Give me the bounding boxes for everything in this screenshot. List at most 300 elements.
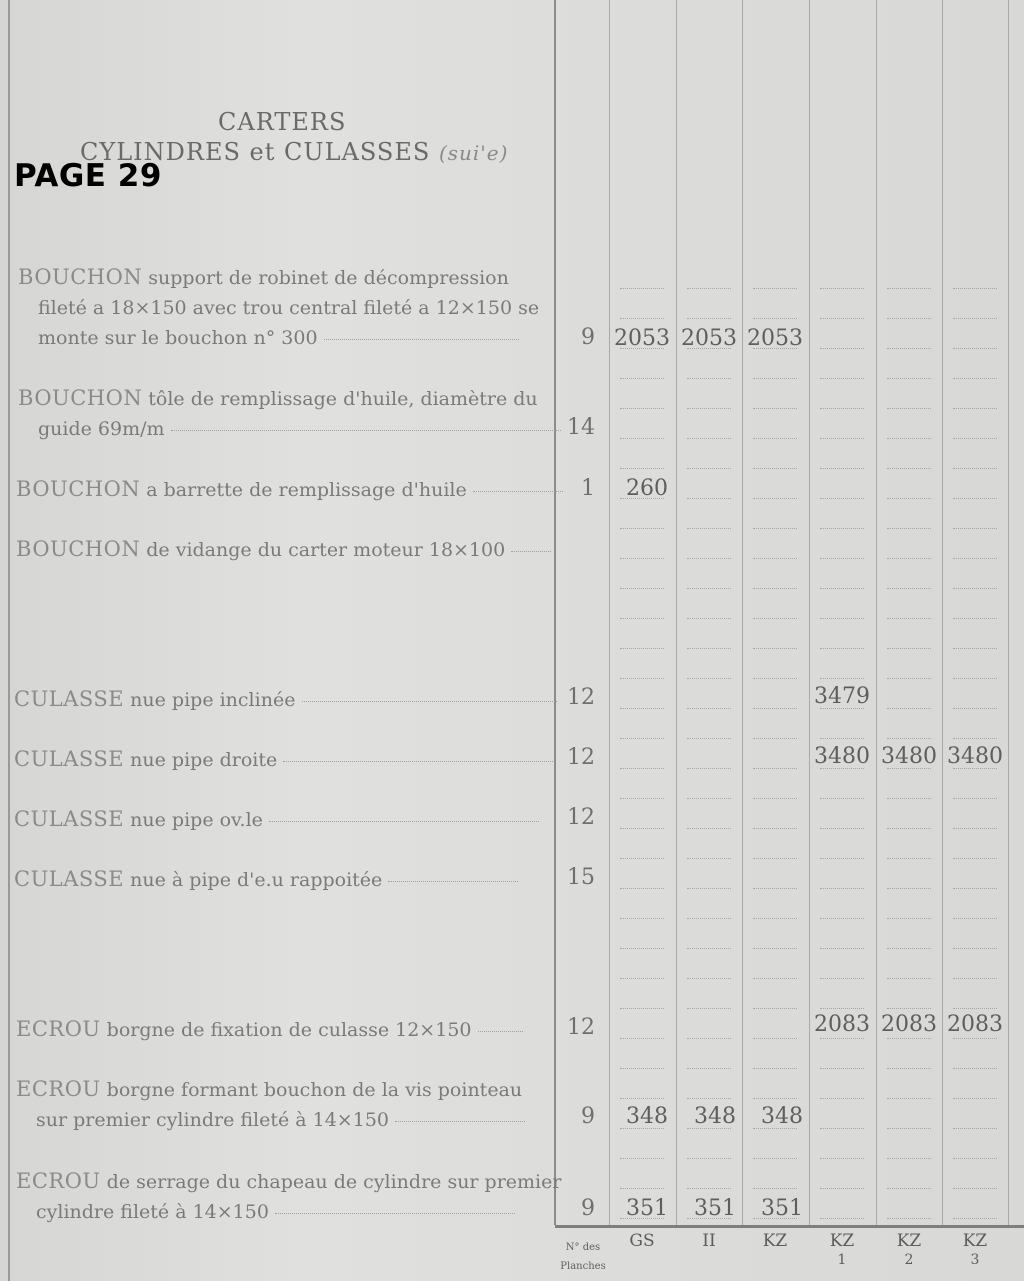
dot-placeholder [620,678,664,680]
planches-header-line2: Planches [560,1261,606,1272]
planche-number: 12 [567,745,595,770]
dot-placeholder [887,558,931,560]
planche-number: 9 [581,1196,595,1221]
dot-placeholder [887,1188,931,1190]
dot-placeholder [820,618,864,620]
dot-placeholder [820,768,864,770]
planche-number: 12 [567,805,595,830]
dot-placeholder [887,948,931,950]
dot-placeholder [620,588,664,590]
column-header-name: KZ [962,1231,988,1251]
row-description [14,864,518,895]
dot-placeholder [687,918,731,920]
dot-placeholder [820,978,864,980]
dot-placeholder [620,438,664,440]
dot-placeholder [753,348,797,350]
description-line [18,383,561,414]
column-header-kz1 [809,1232,875,1270]
dot-placeholder [620,708,664,710]
dot-placeholder [887,318,931,320]
dot-placeholder [820,1068,864,1070]
description-text: sur premier cylindre fileté à 14×150 [36,1109,389,1131]
dot-placeholder [753,1128,797,1130]
description-line [18,414,561,444]
description-line [16,1074,525,1105]
dot-leader [395,1120,525,1122]
dot-placeholder [687,798,731,800]
dot-placeholder [887,768,931,770]
value-gs: 348 [626,1104,668,1129]
dot-placeholder [953,1218,997,1220]
dot-placeholder [820,588,864,590]
row-keyword: BOUCHON [18,265,143,289]
dot-placeholder [820,528,864,530]
column-header-name: II [702,1231,716,1251]
dot-placeholder [687,1218,731,1220]
dot-placeholder [953,708,997,710]
column-header-name: KZ [829,1231,855,1251]
dot-placeholder [753,678,797,680]
column-header-gs [609,1232,675,1251]
dot-placeholder [687,1158,731,1160]
column-header-sub: 1 [837,1252,847,1268]
dot-placeholder [953,558,997,560]
dot-placeholder [753,528,797,530]
description-line [16,1014,523,1045]
dot-placeholder [620,618,664,620]
dot-leader [478,1030,523,1032]
planche-number: 14 [567,415,595,440]
row-keyword: ECROU [16,1017,101,1041]
dot-placeholder [620,468,664,470]
dot-placeholder [820,738,864,740]
dot-placeholder [620,738,664,740]
dot-placeholder [820,1158,864,1160]
dot-placeholder [620,648,664,650]
dot-placeholder [753,1008,797,1010]
dot-placeholder [887,1008,931,1010]
planche-number: 15 [567,865,595,890]
dot-placeholder [820,558,864,560]
dot-placeholder [887,528,931,530]
dot-placeholder [753,768,797,770]
value-kz1: 3480 [814,744,870,769]
dot-placeholder [820,948,864,950]
dot-placeholder [687,558,731,560]
dot-placeholder [820,918,864,920]
dot-placeholder [753,618,797,620]
dot-placeholder [753,588,797,590]
kz-column-rule [809,0,810,1225]
dot-placeholder [887,678,931,680]
description-text: borgne formant bouchon de la vis pointeau [100,1079,523,1101]
row-description [16,1166,561,1227]
description-line [16,1105,525,1135]
value-kz3: 3480 [947,744,1003,769]
dot-placeholder [753,408,797,410]
dot-placeholder [687,288,731,290]
dot-placeholder [820,1038,864,1040]
dot-placeholder [687,708,731,710]
dot-placeholder [887,978,931,980]
section-subtitle-text: CYLINDRES et CULASSES [80,138,431,166]
dot-placeholder [687,1008,731,1010]
column-header-ii [676,1232,742,1251]
dot-placeholder [953,978,997,980]
dot-placeholder [687,468,731,470]
value-kz2: 2083 [881,1012,937,1037]
dot-placeholder [687,1098,731,1100]
description-text: nue pipe droite [124,749,278,771]
dot-placeholder [953,918,997,920]
value-gs: 2053 [614,326,670,351]
dot-placeholder [887,828,931,830]
value-kz: 348 [761,1104,803,1129]
column-header-name: KZ [896,1231,922,1251]
dot-placeholder [687,888,731,890]
dot-placeholder [887,888,931,890]
dot-placeholder [887,1158,931,1160]
dot-placeholder [953,798,997,800]
dot-placeholder [953,1038,997,1040]
description-text: nue à pipe d'e.u rappoitée [124,869,383,891]
dot-placeholder [887,468,931,470]
dot-placeholder [887,648,931,650]
description-line [16,474,563,505]
dot-placeholder [820,798,864,800]
page-label: PAGE 29 [14,158,162,194]
dot-placeholder [753,798,797,800]
value-gs: 351 [626,1196,668,1221]
dot-placeholder [753,498,797,500]
row-description [16,1014,523,1045]
dot-placeholder [620,948,664,950]
dot-placeholder [687,648,731,650]
kz1-column-rule [876,0,877,1225]
dot-placeholder [620,288,664,290]
dot-placeholder [753,1068,797,1070]
row-description [14,684,557,715]
row-keyword: BOUCHON [18,386,143,410]
dot-placeholder [620,1068,664,1070]
dot-placeholder [820,348,864,350]
dot-placeholder [753,828,797,830]
dot-placeholder [887,798,931,800]
description-text: de vidange du carter moteur 18×100 [140,539,506,561]
dot-placeholder [953,408,997,410]
dot-placeholder [820,318,864,320]
dot-placeholder [753,1188,797,1190]
dot-placeholder [887,378,931,380]
column-header-kz3 [942,1232,1008,1270]
dot-placeholder [820,1008,864,1010]
dot-leader [302,700,557,702]
section-title: CARTERS [218,108,347,136]
dot-placeholder [820,1188,864,1190]
dot-placeholder [820,468,864,470]
row-description [14,744,553,775]
dot-placeholder [620,918,664,920]
dot-placeholder [953,1068,997,1070]
row-description [16,474,563,505]
planche-number: 12 [567,1015,595,1040]
dot-placeholder [820,498,864,500]
column-header-name: GS [629,1231,655,1251]
description-text: a barrette de remplissage d'huile [140,479,467,501]
dot-placeholder [953,318,997,320]
planches-header [560,1238,606,1276]
dot-placeholder [620,1158,664,1160]
dot-placeholder [753,888,797,890]
dot-placeholder [953,1188,997,1190]
dot-placeholder [620,768,664,770]
dot-placeholder [687,528,731,530]
dot-placeholder [753,1218,797,1220]
dot-placeholder [620,1188,664,1190]
dot-placeholder [687,828,731,830]
value-kz1: 3479 [814,684,870,709]
planche-number: 1 [581,476,595,501]
dot-placeholder [687,948,731,950]
dot-placeholder [953,1128,997,1130]
left-margin-rule [8,0,10,1281]
dot-placeholder [753,948,797,950]
description-line [18,262,539,293]
dot-placeholder [687,1188,731,1190]
planches-column-rule [609,0,610,1225]
row-keyword: ECROU [16,1077,101,1101]
description-text: de serrage du chapeau de cylindre sur premier [100,1171,562,1193]
dot-placeholder [620,408,664,410]
dot-placeholder [687,1128,731,1130]
row-description [18,262,539,353]
dot-placeholder [953,378,997,380]
dot-leader [269,820,539,822]
dot-placeholder [753,468,797,470]
description-line [14,804,539,835]
dot-placeholder [620,1008,664,1010]
header-top-rule [555,1225,1024,1228]
value-kz: 351 [761,1196,803,1221]
dot-placeholder [620,858,664,860]
row-keyword: ECROU [16,1169,101,1193]
value-ii: 351 [694,1196,736,1221]
dot-placeholder [820,408,864,410]
dot-placeholder [820,888,864,890]
column-header-kz2 [876,1232,942,1270]
dot-leader [388,880,518,882]
dot-placeholder [887,1218,931,1220]
dot-placeholder [887,1038,931,1040]
dot-placeholder [820,648,864,650]
value-gs: 260 [626,476,668,501]
dot-placeholder [820,708,864,710]
dot-placeholder [753,708,797,710]
ii-column-rule [742,0,743,1225]
kz2-column-rule [942,0,943,1225]
dot-placeholder [620,828,664,830]
dot-placeholder [753,1158,797,1160]
dot-placeholder [687,318,731,320]
row-description [18,383,561,444]
dot-placeholder [687,858,731,860]
dot-placeholder [620,888,664,890]
dot-placeholder [620,498,664,500]
row-keyword: CULASSE [14,747,125,771]
dot-placeholder [953,678,997,680]
row-description [16,1074,525,1135]
dot-placeholder [953,948,997,950]
dot-placeholder [820,288,864,290]
description-line: fileté a 18×150 avec trou central fileté a 12×150 se [38,297,540,319]
dot-placeholder [953,588,997,590]
value-kz1: 2083 [814,1012,870,1037]
dot-placeholder [753,288,797,290]
row-description [16,534,551,565]
column-header-kz [742,1232,808,1251]
dot-placeholder [620,1128,664,1130]
dot-placeholder [687,588,731,590]
description-text: monte sur le bouchon n° 300 [38,327,318,349]
dot-leader [324,338,519,340]
row-keyword: BOUCHON [16,477,141,501]
description-text: tôle de remplissage d'huile, diamètre du [142,388,538,410]
dot-placeholder [887,348,931,350]
dot-placeholder [953,348,997,350]
dot-placeholder [620,1038,664,1040]
dot-placeholder [953,438,997,440]
dot-placeholder [887,618,931,620]
value-ii: 348 [694,1104,736,1129]
dot-placeholder [820,1218,864,1220]
row-keyword: CULASSE [14,867,125,891]
dot-placeholder [887,288,931,290]
description-line [14,684,557,715]
dot-placeholder [687,348,731,350]
dot-placeholder [887,918,931,920]
dot-placeholder [753,648,797,650]
dot-placeholder [820,828,864,830]
dot-placeholder [953,738,997,740]
row-keyword: CULASSE [14,807,125,831]
dot-leader [511,550,551,552]
kz3-column-rule [1008,0,1009,1225]
dot-placeholder [887,498,931,500]
dot-placeholder [887,438,931,440]
dot-placeholder [953,858,997,860]
dot-placeholder [687,978,731,980]
dot-placeholder [620,348,664,350]
planche-number: 12 [567,685,595,710]
dot-placeholder [620,318,664,320]
planche-number: 9 [581,1104,595,1129]
dot-placeholder [887,858,931,860]
dot-placeholder [820,438,864,440]
dot-placeholder [753,1038,797,1040]
planches-header-line1: N° des [565,1242,601,1253]
dot-placeholder [887,1128,931,1130]
dot-placeholder [753,918,797,920]
dot-placeholder [753,978,797,980]
dot-placeholder [753,378,797,380]
dot-placeholder [687,1038,731,1040]
dot-placeholder [887,708,931,710]
dot-placeholder [620,1098,664,1100]
dot-placeholder [687,738,731,740]
row-description [14,804,539,835]
dot-placeholder [887,738,931,740]
dot-placeholder [753,738,797,740]
dot-placeholder [953,468,997,470]
dot-placeholder [953,498,997,500]
dot-placeholder [687,678,731,680]
dot-placeholder [953,288,997,290]
description-text: support de robinet de décompression [142,267,509,289]
value-ii: 2053 [681,326,737,351]
dot-placeholder [687,378,731,380]
description-line [16,1166,561,1197]
description-text: borgne de fixation de culasse 12×150 [100,1019,472,1041]
description-column-rule [554,0,556,1225]
dot-placeholder [620,378,664,380]
dot-placeholder [953,528,997,530]
description-text: nue pipe inclinée [124,689,296,711]
dot-placeholder [753,558,797,560]
description-line [16,534,551,565]
dot-placeholder [753,1098,797,1100]
description-text: nue pipe ov.le [124,809,263,831]
planche-number: 9 [581,325,595,350]
dot-placeholder [953,828,997,830]
dot-placeholder [620,528,664,530]
dot-placeholder [953,888,997,890]
description-line [14,744,553,775]
gs-column-rule [676,0,677,1225]
description-text: guide 69m/m [38,418,165,440]
dot-placeholder [687,1068,731,1070]
dot-placeholder [953,768,997,770]
dot-placeholder [820,1128,864,1130]
dot-placeholder [687,768,731,770]
column-header-sub: 2 [904,1252,914,1268]
dot-leader [171,429,561,431]
column-header-sub: 3 [970,1252,980,1268]
dot-placeholder [620,558,664,560]
description-line [16,1197,561,1227]
value-kz3: 2083 [947,1012,1003,1037]
dot-placeholder [620,978,664,980]
description-line [14,864,518,895]
dot-placeholder [620,798,664,800]
dot-placeholder [953,1008,997,1010]
dot-placeholder [687,498,731,500]
dot-placeholder [953,1098,997,1100]
value-kz2: 3480 [881,744,937,769]
dot-placeholder [620,1218,664,1220]
dot-placeholder [820,378,864,380]
dot-placeholder [887,1098,931,1100]
dot-placeholder [753,858,797,860]
value-kz: 2053 [747,326,803,351]
description-line [18,323,539,353]
dot-placeholder [953,618,997,620]
description-text: cylindre fileté à 14×150 [36,1201,269,1223]
dot-placeholder [887,1068,931,1070]
dot-placeholder [753,438,797,440]
dot-placeholder [820,858,864,860]
dot-placeholder [953,1158,997,1160]
dot-placeholder [820,678,864,680]
